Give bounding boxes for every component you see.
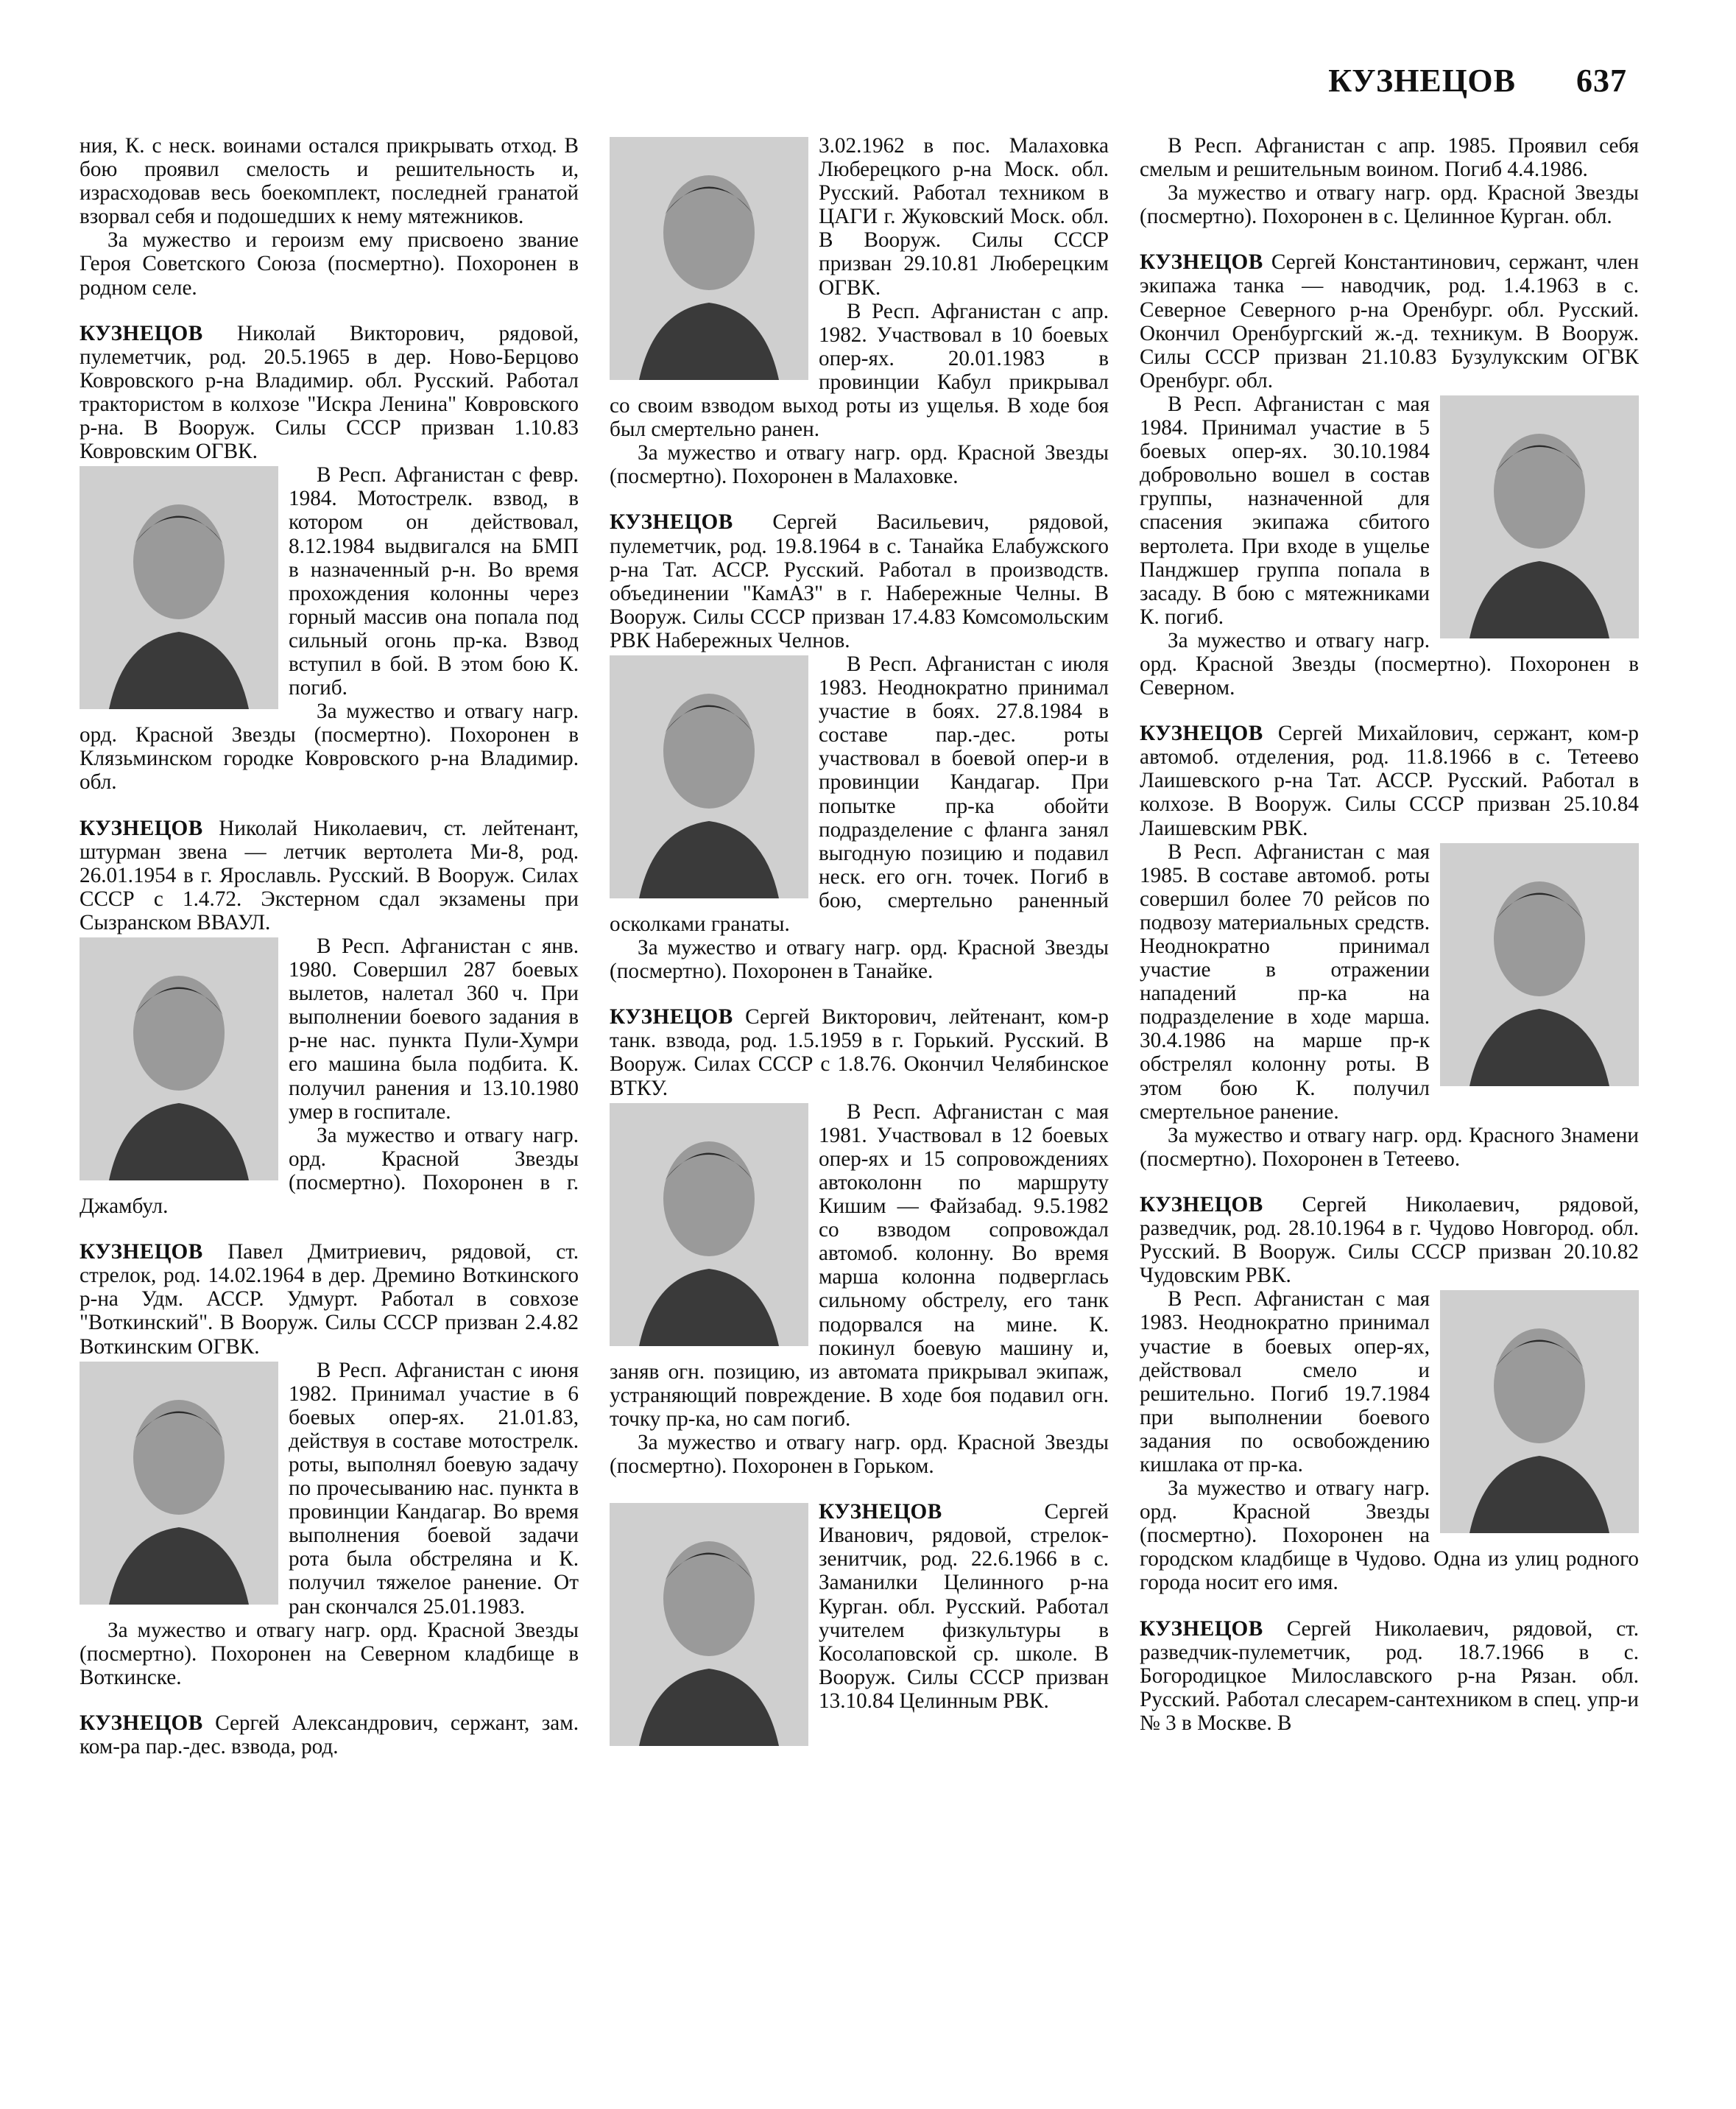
entry-text: За мужество и отвагу нагр. орд. Красной Звезды (посмертно). Похоронен в г. Джамбул.: [80, 1123, 579, 1219]
entry-continuation: [80, 134, 579, 300]
entry-text: Павел Дмитриевич, рядовой, ст. стрелок, род. 14.02.1964 в дер. Дремино Воткинского р-на Удм. АССР. Удмурт. Работал в совхозе "Воткинский". В Вооруж. Силы СССР призван 2.4.82 Воткинским ОГВК.: [80, 1240, 579, 1359]
entry-text: В Респ. Афганистан с июля 1983. Неоднократно принимал участие в боях. 27.8.1984 в составе пар.-дес. роты участвовал в боевой опер-и в провинции Кандагар. При попытке пр-ка обойти подразделение с фланга занял выгодную позицию и подавил неск. его огн. точек. Погиб в бою, смертельно раненный осколками гранаты.: [610, 652, 1109, 936]
entry-pavel-dmitrievich: [80, 1240, 579, 1689]
entry-surname: КУЗНЕЦОВ: [610, 510, 733, 535]
entry-sergey-nikolaevich-1: [1140, 1193, 1639, 1595]
entry-text: Сергей Михайлович, сержант, ком-р автомоб. отделения, род. 11.8.1966 в с. Тетеево Лаишевского р-на Тат. АССР. Русский. Работал в колхозе. В Вооруж. Силы СССР призван 25.10.84 Лаишевским РВК.: [1140, 722, 1640, 840]
entry-text: В Респ. Афганистан с апр. 1982. Участвовал в 10 боевых опер-ях. 20.01.1983 в провинции Кабул прикрывал со своим взводом выход роты из ущелья. В ходе боя был смертельно ранен.: [610, 299, 1109, 442]
portrait-photo: [610, 137, 808, 380]
entry-sergey-konstantinovich: [1140, 250, 1639, 700]
column-1: [80, 134, 579, 1781]
entry-sergey-ivanovich-cont: [1140, 134, 1639, 228]
entry-text: За мужество и отвагу нагр. орд. Красной Звезды (посмертно). Похоронен в Клязьминском городке Ковровского р-на Владимир. обл.: [80, 700, 579, 795]
running-head: [1328, 62, 1627, 99]
entry-text: Сергей Васильевич, рядовой, пулеметчик, род. 19.8.1964 в с. Танайка Елабужского р-на Тат. АССР. Русский. Работал в производств. объединении "КамАЗ" в г. Набережные Челны. В Вооруж. Силы СССР призван 17.4.83 Комсомольским РВК Набережных Челнов.: [610, 510, 1109, 652]
entry-text: В Респ. Афганистан с апр. 1985. Проявил себя смелым и решительным воином. Погиб 4.4.1986.: [1140, 134, 1639, 182]
entry-surname: КУЗНЕЦОВ: [80, 1711, 203, 1735]
entry-sergey-mikhaylovich: [1140, 722, 1639, 1171]
page-number: 637: [1576, 63, 1627, 99]
entry-text: Сергей Константинович, сержант, член экипажа танка — наводчик, род. 1.4.1963 в с. Северное Северного р-на Оренбург. обл. Русский. Окончил Оренбургский ж.-д. техникум. В Вооруж. Силы СССР призван 21.10.83 Бузулукским ОГВК Оренбург. обл.: [1140, 250, 1639, 392]
column-3: [1140, 134, 1639, 1757]
entry-sergey-aleksandrovich-cont: [610, 134, 1109, 488]
entry-text: В Респ. Афганистан с мая 1981. Участвовал в 12 боевых опер-ях и 15 сопровождениях автоколонн по маршруту Кишим — Файзабад. 9.5.1982 со взводом сопровождал автомоб. колонну. Во время марша колонна подверглась сильному обстрелу, его танк подорвался на мине. К. покинул боевую машину и, заняв огн. позицию, из автомата прикрывал экипаж, устраняющий повреждение. В ходе боя подавил огн. точку пр-ка, но сам погиб.: [610, 1099, 1109, 1431]
portrait-photo: [80, 466, 278, 709]
entry-sergey-ivanovich: [610, 1500, 1109, 1752]
entry-text: За мужество и героизм ему присвоено звание Героя Советского Союза (посмертно). Похоронен в родном селе.: [80, 228, 579, 300]
entry-text: Сергей Викторович, лейтенант, ком-р танк. взвода, род. 1.5.1959 в г. Горький. Русский. В Вооруж. Силах СССР с 1.8.76. Окончил Челябинское ВТКУ.: [610, 1005, 1109, 1100]
entry-text: За мужество и отвагу нагр. орд. Красной Звезды (посмертно). Похоронен в Горьком.: [610, 1430, 1109, 1479]
entry-text: За мужество и отвагу нагр. орд. Красной Звезды (посмертно). Похоронен на городском кладбище в Чудово. Одна из улиц родного города носит его имя.: [1140, 1476, 1639, 1595]
entry-surname: КУЗНЕЦОВ: [80, 1240, 203, 1264]
entry-text: За мужество и отвагу нагр. орд. Красной Звезды (посмертно). Похоронен в Северном.: [1140, 628, 1639, 700]
entry-surname: КУЗНЕЦОВ: [80, 816, 203, 840]
entry-surname: КУЗНЕЦОВ: [1140, 722, 1263, 746]
column-2: [610, 134, 1109, 1774]
portrait-photo: [610, 655, 808, 898]
entry-text: Николай Викторович, рядовой, пулеметчик, род. 20.5.1965 в дер. Ново-Берцово Ковровского р-на Владимир. обл. Русский. Работал трактористом в колхозе "Искра Ленина" Ковровского р-на. В Вооруж. Силы СССР призван 1.10.83 Ковровским ОГВК.: [80, 321, 579, 464]
entry-text: Сергей Николаевич, рядовой, разведчик, род. 28.10.1964 в г. Чудово Новгород. обл. Русский. В Вооруж. Силы СССР призван 20.10.82 Чудовским РВК.: [1140, 1192, 1639, 1288]
entry-text: Сергей Александрович, сержант, зам. ком-ра пар.-дес. взвода, род.: [80, 1711, 579, 1758]
entry-text: 3.02.1962 в пос. Малаховка Люберецкого р-на Моск. обл. Русский. Работал техником в ЦАГИ г. Жуковский Моск. обл. В Вооруж. Силы СССР призван 29.10.81 Люберецким ОГВК.: [819, 134, 1109, 300]
portrait-photo: [610, 1103, 808, 1346]
portrait-photo: [610, 1503, 808, 1746]
entry-sergey-viktorovich: [610, 1005, 1109, 1478]
entry-text: В Респ. Афганистан с февр. 1984. Мотострелк. взвод, в котором он действовал, 8.12.1984 выдвигался на БМП в назначенный р-н. Во время прохождения колонны через горный массив она попала под сильный огонь пр-ка. Взвод вступил в бой. В этом бою К. погиб.: [289, 463, 579, 700]
entry-sergey-aleksandrovich: [80, 1711, 579, 1758]
running-head-name: КУЗНЕЦОВ: [1328, 63, 1516, 99]
entry-text: В Респ. Афганистан с мая 1983. Неоднократно принимал участие в боевых опер-ях, действовал смело и решительно. Погиб 19.7.1984 при выполнении боевого задания по освобождению кишлака от пр-ка.: [1140, 1287, 1430, 1476]
entry-sergey-vasilevich: [610, 510, 1109, 983]
entry-text: В Респ. Афганистан с мая 1985. В составе автомоб. роты совершил более 70 рейсов по подвозу материальных средств. Неоднократно принимал участие в отражении нападений пр-ка на подразделение в ходе марша. 30.4.1986 на марше пр-к обстрелял колонну роты. В этом бою К. получил смертельное ранение.: [1140, 839, 1430, 1124]
entry-text: В Респ. Афганистан с янв. 1980. Совершил 287 боевых вылетов, налетал 360 ч. При выполнении боевого задания в р-не нас. пункта Пули-Хумри его машина была подбита. К. получил ранения и 13.10.1980 умер в госпитале.: [289, 934, 579, 1124]
entry-text: Сергей Николаевич, рядовой, ст. разведчик-пулеметчик, род. 18.7.1966 в с. Богородицкое Милославского р-на Рязан. обл. Русский. Работал слесарем-сантехником в спец. упр-и № 3 в Москве. В: [1140, 1616, 1640, 1735]
entry-surname: КУЗНЕЦОВ: [1140, 1616, 1263, 1641]
entry-surname: КУЗНЕЦОВ: [80, 321, 203, 345]
entry-text: За мужество и отвагу нагр. орд. Красной Звезды (посмертно). Похоронен в Танайке.: [610, 936, 1109, 984]
portrait-photo: [1440, 1290, 1639, 1533]
entry-text: Сергей Иванович, рядовой, стрелок-зенитчик, род. 22.6.1966 в с. Заманилки Целинного р-на Курган. обл. Русский. Работал учителем физкультуры в Косолаповской ср. школе. В Вооруж. Силы СССР призван 13.10.84 Целинным РВК.: [819, 1500, 1109, 1713]
portrait-photo: [80, 1362, 278, 1605]
entry-nikolay-viktorovich: [80, 322, 579, 795]
entry-text: В Респ. Афганистан с мая 1984. Принимал участие в 5 боевых опер-ях. 30.10.1984 добровольно вошел в состав группы, назначенной для спасения экипажа сбитого вертолета. При входе в ущелье Панджшер группа попала в засаду. В бою с мятежниками К. погиб.: [1140, 392, 1430, 629]
entry-nikolay-nikolaevich: [80, 817, 579, 1219]
entry-surname: КУЗНЕЦОВ: [1140, 1192, 1263, 1217]
entry-sergey-nikolaevich-2: [1140, 1617, 1639, 1735]
entry-text: За мужество и отвагу нагр. орд. Красной Звезды (посмертно). Похоронен в Малаховке.: [610, 441, 1109, 489]
portrait-photo: [80, 937, 278, 1180]
entry-surname: КУЗНЕЦОВ: [819, 1500, 942, 1524]
entry-text: В Респ. Афганистан с июня 1982. Принимал участие в 6 боевых опер-ях. 21.01.83, действуя в составе мотострелк. роты, выполнял боевую задачу по прочесыванию нас. пункта в провинции Кандагар. Во время выполнения боевой задачи рота была обстреляна и К. получил тяжелое ранение. От ран скончался 25.01.1983.: [289, 1358, 579, 1619]
entry-text: Николай Николаевич, ст. лейтенант, штурман звена — летчик вертолета Ми-8, род. 26.01.1954 в г. Ярославль. Русский. В Вооруж. Силах СССР с 1.4.72. Экстерном сдал экзамены при Сызранском ВВАУЛ.: [80, 816, 579, 934]
entry-text: За мужество и отвагу нагр. орд. Красной Звезды (посмертно). Похоронен на Северном кладбище в Воткинске.: [80, 1618, 579, 1689]
entry-text: За мужество и отвагу нагр. орд. Красной Звезды (посмертно). Похоронен в с. Целинное Курган. обл.: [1140, 181, 1639, 229]
entry-surname: КУЗНЕЦОВ: [610, 1005, 733, 1029]
entry-text: За мужество и отвагу нагр. орд. Красного Знамени (посмертно). Похоронен в Тетеево.: [1140, 1123, 1639, 1171]
portrait-photo: [1440, 395, 1639, 638]
portrait-photo: [1440, 843, 1639, 1086]
entry-text: ния, К. с неск. воинами остался прикрывать отход. В бою проявил смелость и решительность и, израсходовав весь боекомплект, последней гранатой взорвал себя и подошедших к нему мятежников.: [80, 134, 579, 229]
entry-surname: КУЗНЕЦОВ: [1140, 250, 1263, 275]
